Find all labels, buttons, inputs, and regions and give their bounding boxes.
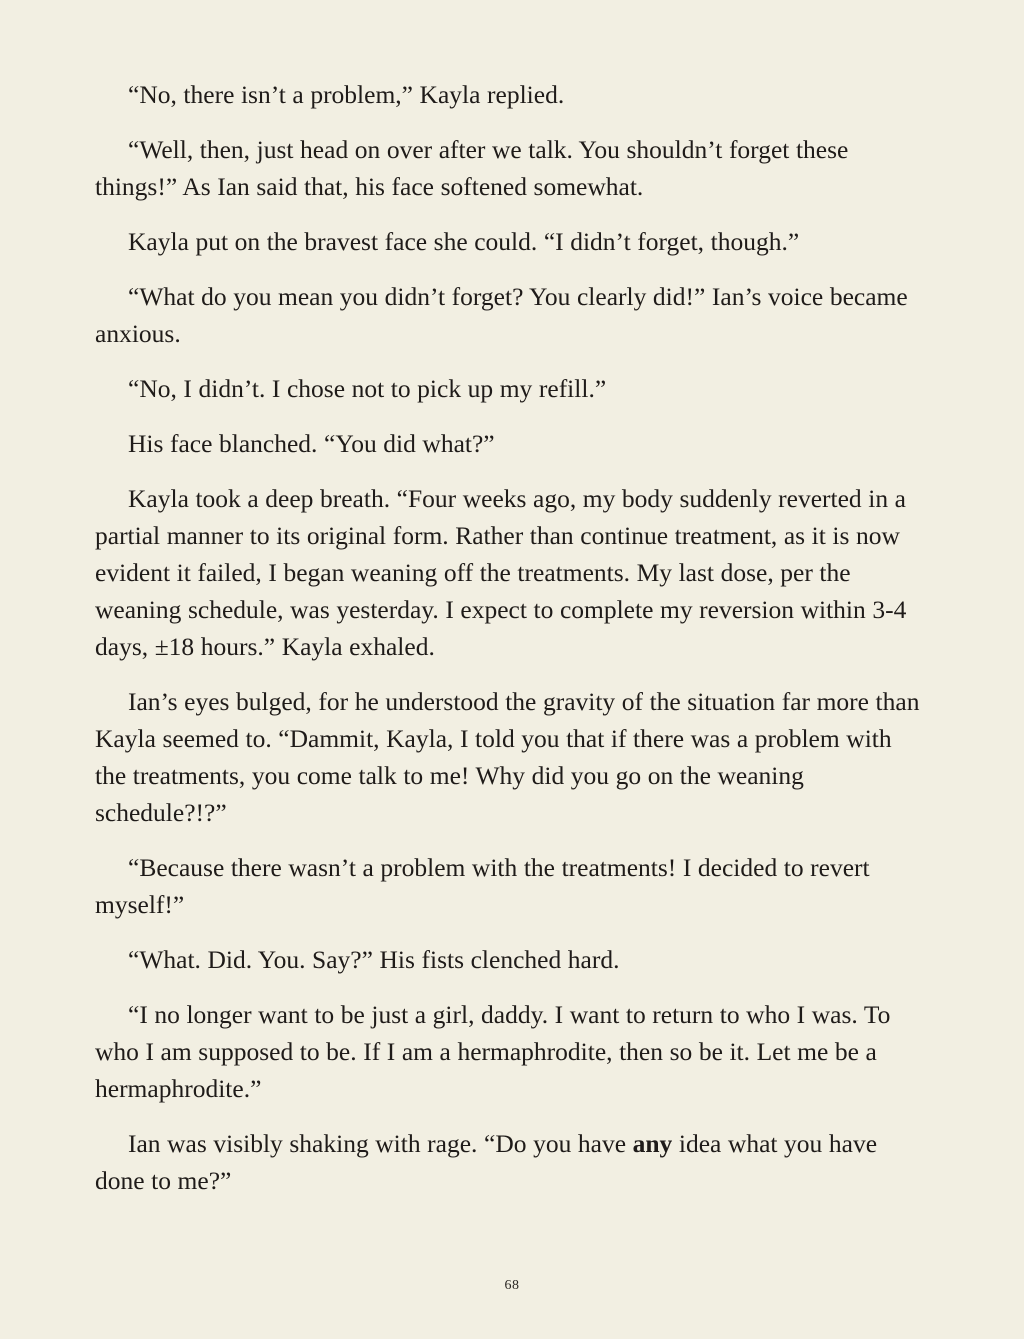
- paragraph: “Because there wasn’t a problem with the treatments! I decided to revert myself!”: [95, 853, 870, 919]
- body-text-column: [95, 76, 923, 1199]
- paragraph: Kayla put on the bravest face she could. “I didn’t forget, though.”: [128, 227, 800, 256]
- paragraph: “No, there isn’t a problem,” Kayla replied.: [128, 80, 565, 109]
- paragraph: “No, I didn’t. I chose not to pick up my refill.”: [128, 374, 607, 403]
- paragraph-text-after-emphasis: idea what you have done to me?”: [95, 1129, 878, 1195]
- emphasized-word: any: [632, 1129, 673, 1158]
- paragraph-with-emphasis: [95, 1125, 923, 1199]
- page-number: 68: [504, 1278, 520, 1293]
- paragraph: “What do you mean you didn’t forget? You clearly did!” Ian’s voice became anxious.: [95, 282, 908, 348]
- paragraph: “Well, then, just head on over after we talk. You shouldn’t forget these things!” As Ian said that, his face softened somewhat.: [95, 135, 849, 201]
- paragraph: His face blanched. “You did what?”: [128, 429, 495, 458]
- paragraph: “What. Did. You. Say?” His fists clenched hard.: [128, 945, 620, 974]
- paragraph: Kayla took a deep breath. “Four weeks ago, my body suddenly reverted in a partial manner to its original form. Rather than continue treatment, as it is now evident it failed, I began weaning off the treatments. My last dose, per the weaning schedule, was yesterday. I expect to complete my reversion within 3-4 days, ±18 hours.” Kayla exhaled.: [95, 484, 907, 661]
- paragraph: “I no longer want to be just a girl, daddy. I want to return to who I was. To who I am supposed to be. If I am a hermaphrodite, then so be it. Let me be a hermaphrodite.”: [95, 1000, 891, 1103]
- paragraph: Ian’s eyes bulged, for he understood the gravity of the situation far more than Kayla seemed to. “Dammit, Kayla, I told you that if there was a problem with the treatments, you come talk to me! Why did you go on the weaning schedule?!?”: [95, 687, 920, 827]
- paragraph-text-before-emphasis: Ian was visibly shaking with rage. “Do you have: [128, 1129, 633, 1158]
